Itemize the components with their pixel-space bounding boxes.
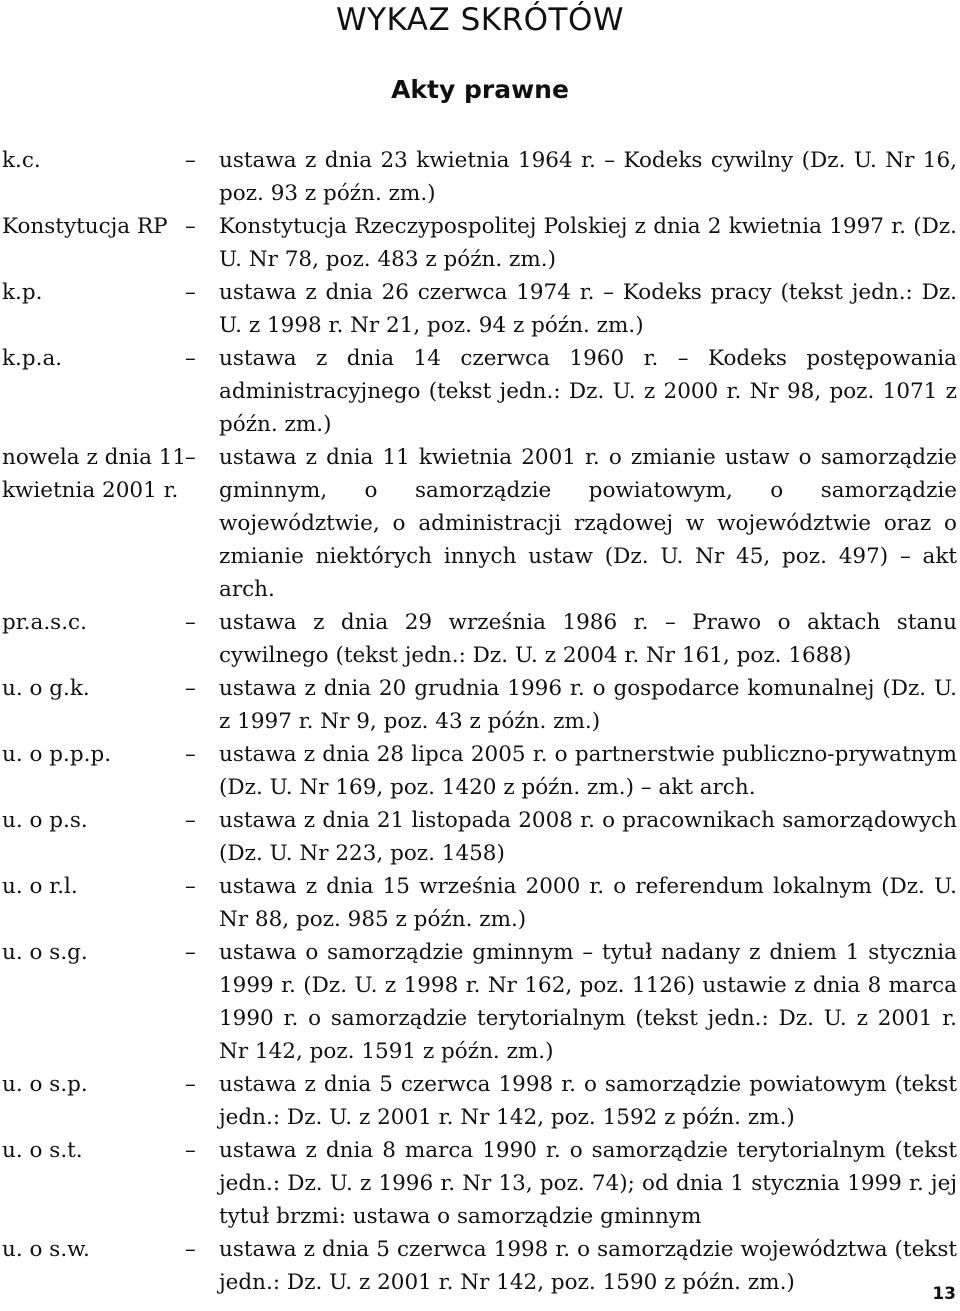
entry-description: ustawa z dnia 14 czerwca 1960 r. – Kodeks postępowania administracyjnego (tekst jedn.: Dz. U. z 2000 r. Nr 98, poz. 1071 z późn. zm.): [219, 346, 957, 437]
abbreviation-list: [0, 144, 960, 1299]
section-title: Akty prawne: [391, 75, 569, 104]
entry-description: ustawa z dnia 26 czerwca 1974 r. – Kodeks pracy (tekst jedn.: Dz. U. z 1998 r. Nr 21, poz. 94 z późn. zm.): [219, 280, 957, 338]
entry-abbreviation: u. o s.w.: [2, 1237, 90, 1262]
entry-dash: –: [185, 874, 196, 899]
entry-description: ustawa z dnia 21 listopada 2008 r. o pracownikach samorządowych (Dz. U. Nr 223, poz. 1458): [219, 808, 957, 866]
entry-description: ustawa o samorządzie gminnym – tytuł nadany z dniem 1 stycznia 1999 r. (Dz. U. z 1998 r. Nr 162, poz. 1126) ustawie z dnia 8 marca 1990 r. o samorządzie terytorialnym (tekst jedn.: Dz. U. z 2001 r. Nr 142, poz. 1591 z późn. zm.): [219, 940, 957, 1064]
abbreviation-entry: [0, 1233, 960, 1299]
entry-abbreviation: u. o s.p.: [2, 1072, 88, 1097]
entry-dash: –: [185, 346, 196, 371]
entry-dash: –: [185, 808, 196, 833]
entry-dash: –: [185, 1237, 196, 1262]
entry-abbreviation: u. o s.t.: [2, 1138, 83, 1163]
entry-dash: –: [185, 940, 196, 965]
entry-description: ustawa z dnia 29 września 1986 r. – Prawo o aktach stanu cywilnego (tekst jedn.: Dz. U. z 2004 r. Nr 161, poz. 1688): [219, 610, 957, 668]
abbreviation-entry: [0, 276, 960, 342]
abbreviation-entry: [0, 738, 960, 804]
entry-abbreviation: u. o g.k.: [2, 676, 90, 701]
entry-description: ustawa z dnia 5 czerwca 1998 r. o samorządzie powiatowym (tekst jedn.: Dz. U. z 2001 r. Nr 142, poz. 1592 z późn. zm.): [219, 1072, 957, 1130]
entry-dash: –: [185, 1072, 196, 1097]
entry-dash: –: [185, 742, 196, 767]
entry-abbreviation: k.c.: [2, 148, 41, 173]
entry-description: ustawa z dnia 28 lipca 2005 r. o partnerstwie publiczno-prywatnym (Dz. U. Nr 169, poz. 1420 z późn. zm.) – akt arch.: [219, 742, 957, 800]
entry-abbreviation: k.p.: [2, 280, 43, 305]
entry-description: ustawa z dnia 20 grudnia 1996 r. o gospodarce komunalnej (Dz. U. z 1997 r. Nr 9, poz. 43 z późn. zm.): [219, 676, 957, 734]
abbreviation-entry: [0, 1134, 960, 1233]
abbreviation-entry: [0, 672, 960, 738]
entry-dash: –: [185, 610, 196, 635]
entry-description: ustawa z dnia 15 września 2000 r. o referendum lokalnym (Dz. U. Nr 88, poz. 985 z późn. zm.): [219, 874, 957, 932]
entry-description: ustawa z dnia 8 marca 1990 r. o samorządzie terytorialnym (tekst jedn.: Dz. U. z 1996 r. Nr 13, poz. 74); od dnia 1 stycznia 1999 r. jej tytuł brzmi: ustawa o samorządzie gminnym: [219, 1138, 957, 1229]
entry-description: Konstytucja Rzeczypospolitej Polskiej z dnia 2 kwietnia 1997 r. (Dz. U. Nr 78, poz. 483 z późn. zm.): [219, 214, 957, 272]
abbreviation-entry: [0, 441, 960, 606]
entry-dash: –: [185, 148, 196, 173]
abbreviation-entry: [0, 870, 960, 936]
abbreviation-entry: [0, 606, 960, 672]
entry-description: ustawa z dnia 5 czerwca 1998 r. o samorządzie województwa (tekst jedn.: Dz. U. z 2001 r. Nr 142, poz. 1590 z późn. zm.): [219, 1237, 957, 1295]
entry-abbreviation: u. o s.g.: [2, 940, 88, 965]
page-number: 13: [932, 1284, 956, 1304]
entry-dash: –: [185, 1138, 196, 1163]
entry-abbreviation: u. o p.p.p.: [2, 742, 112, 767]
entry-abbreviation: Konstytucja RP: [2, 214, 168, 239]
abbreviation-entry: [0, 210, 960, 276]
abbreviation-entry: [0, 804, 960, 870]
abbreviation-entry: [0, 144, 960, 210]
entry-abbreviation: k.p.a.: [2, 346, 63, 371]
entry-abbreviation: pr.a.s.c.: [2, 610, 87, 635]
abbreviation-entry: [0, 1068, 960, 1134]
abbreviation-entry: [0, 936, 960, 1068]
entry-description: ustawa z dnia 11 kwietnia 2001 r. o zmianie ustaw o samorządzie gminnym, o samorządzie powiatowym, o samorządzie województwie, o administracji rządowej w województwie oraz o zmianie niektórych innych ustaw (Dz. U. Nr 45, poz. 497) – akt arch.: [219, 445, 957, 602]
entry-dash: –: [185, 445, 196, 470]
entry-abbreviation: nowela z dnia 11 kwietnia 2001 r.: [2, 445, 187, 503]
entry-dash: –: [185, 280, 196, 305]
abbreviation-entry: [0, 342, 960, 441]
page-title: WYKAZ SKRÓTÓW: [335, 2, 625, 38]
entry-dash: –: [185, 676, 196, 701]
entry-dash: –: [185, 214, 196, 239]
entry-abbreviation: u. o p.s.: [2, 808, 88, 833]
entry-abbreviation: u. o r.l.: [2, 874, 78, 899]
entry-description: ustawa z dnia 23 kwietnia 1964 r. – Kodeks cywilny (Dz. U. Nr 16, poz. 93 z późn. zm.): [219, 148, 957, 206]
